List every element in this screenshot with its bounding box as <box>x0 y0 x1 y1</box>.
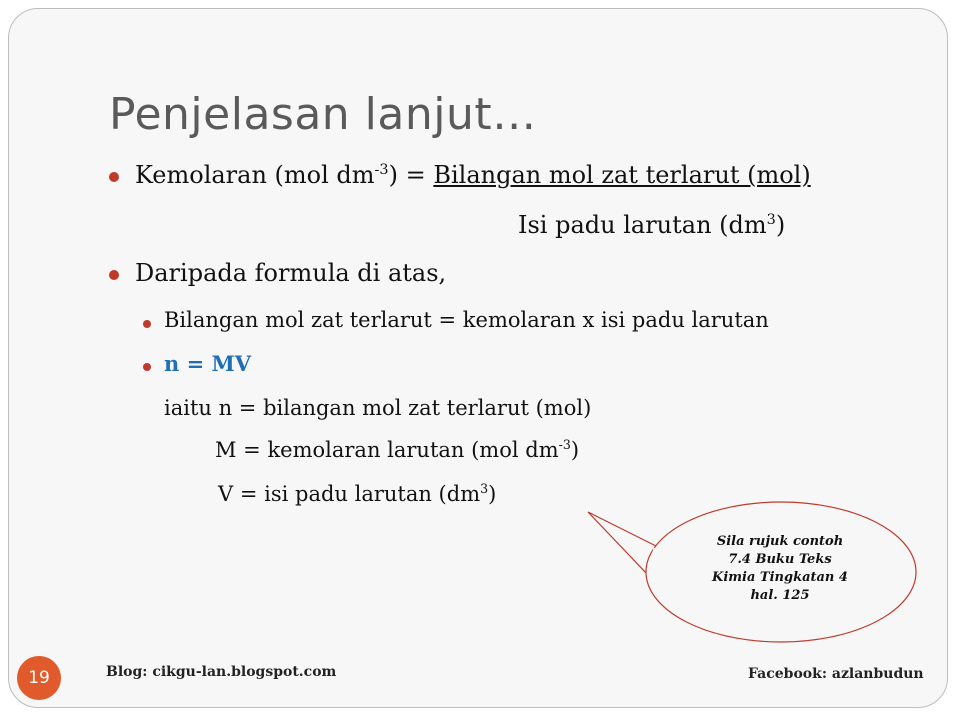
page-number-badge: 19 <box>17 656 61 700</box>
formula-denominator-sup: 3 <box>766 212 776 228</box>
callout-line: Sila rujuk contoh <box>716 534 844 549</box>
definition-v-close: ) <box>488 482 497 506</box>
definition-n: iaitu n = bilangan mol zat terlarut (mol) <box>164 396 592 420</box>
footer-facebook: Facebook: azlanbudun <box>748 666 924 682</box>
footer-blog: Blog: cikgu-lan.blogspot.com <box>106 664 337 680</box>
definition-m-sup: -3 <box>558 437 571 452</box>
sub-bullet-1-text: Bilangan mol zat terlarut = kemolaran x isi padu larutan <box>164 308 769 332</box>
definition-m-text: M = kemolaran larutan (mol dm <box>215 438 559 462</box>
callout-line: 7.4 Buku Teks <box>728 552 832 567</box>
callout-line: Kimia Tingkatan 4 <box>712 570 848 585</box>
formula-left-label: Kemolaran (mol dm <box>135 161 375 189</box>
formula-numerator: Bilangan mol zat terlarut (mol) <box>433 161 811 189</box>
definition-v-text: V = isi padu larutan (dm <box>218 482 481 506</box>
definition-v-sup: 3 <box>480 481 489 496</box>
sub-bullet-2-formula: n = MV <box>164 351 252 376</box>
slide-title: Penjelasan lanjut… <box>109 89 537 140</box>
formula-left-close: ) = <box>388 161 426 189</box>
callout-line: hal. 125 <box>750 588 810 603</box>
formula-denominator-close: ) <box>775 211 786 239</box>
formula-denominator-text: Isi padu larutan (dm <box>518 211 767 239</box>
bullet-2-text: Daripada formula di atas, <box>135 259 447 287</box>
callout-text <box>680 533 880 605</box>
definition-m-close: ) <box>570 438 580 462</box>
formula-left-sup: -3 <box>374 162 389 178</box>
